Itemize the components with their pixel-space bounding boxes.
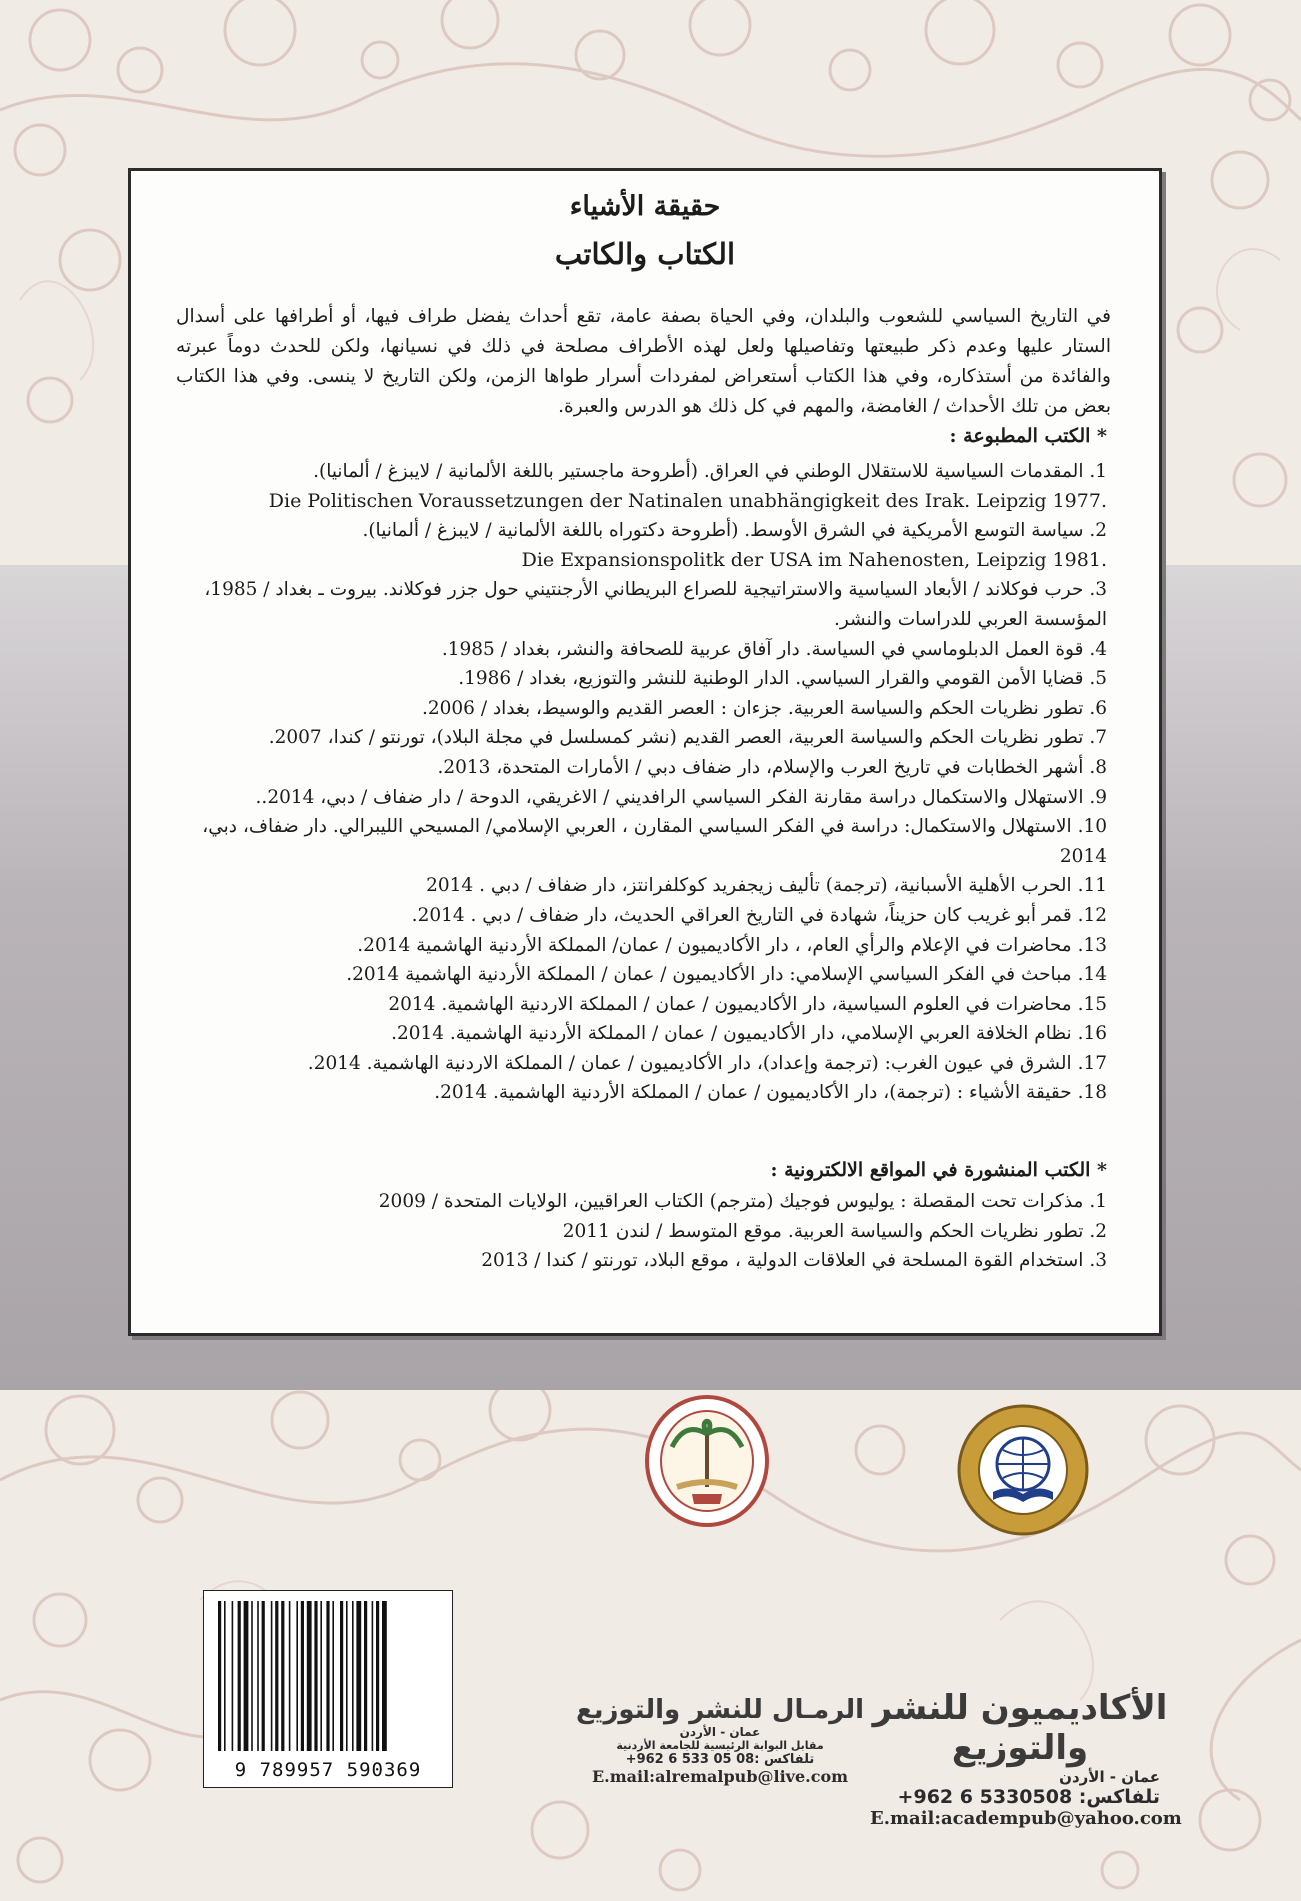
alremal-logo-icon (642, 1392, 772, 1530)
list-item-text: 14. مباحث في الفكر السياسي الإسلامي: دار الأكاديميون / عمان / المملكة الأردنية الهاشمية 2014. (346, 964, 1107, 986)
publisher-email: E.mail:academpub@yahoo.com (870, 1808, 1182, 1829)
publisher-city: عمان - الأردن (679, 1725, 761, 1739)
list-item (176, 871, 1107, 901)
list-item (176, 723, 1107, 753)
list-item (176, 901, 1107, 931)
list-item (176, 931, 1107, 961)
list-item-text: 11. الحرب الأهلية الأسبانية، (ترجمة) تأليف زيجفريد كوكلفرانتز، دار ضفاف / دبي . 2014 (426, 875, 1107, 897)
barcode-bar (257, 1601, 259, 1751)
list-item-text: 1. مذكرات تحت المقصلة : يوليوس فوجيك (مترجم) الكتاب العراقيين، الولايات المتحدة / 2009 (378, 1191, 1107, 1212)
publisher-alremal (575, 1695, 865, 1786)
list-item-text: 15. محاضرات في العلوم السياسية، دار الأكاديميون / عمان / المملكة الاردنية الهاشمية. 2014 (388, 993, 1107, 1015)
list-item-text: 17. الشرق في عيون الغرب: (ترجمة وإعداد)، دار الأكاديميون / عمان / المملكة الاردنية الهاشمية. 2014. (307, 1052, 1107, 1074)
barcode-bar (364, 1601, 367, 1751)
academic-logo-icon (955, 1402, 1091, 1538)
barcode-bar (314, 1601, 317, 1751)
list-item (176, 575, 1107, 634)
barcode-bar (346, 1601, 348, 1751)
list-item (176, 1187, 1107, 1217)
list-item (176, 1246, 1107, 1276)
list-item (176, 812, 1107, 871)
publisher-address: مقابل البوابة الرئيسية للجامعة الأردنية (616, 1739, 824, 1752)
barcode-bar (352, 1601, 354, 1751)
list-item-text: 4. قوة العمل الدبلوماسي في السياسة. دار آفاق عربية للصحافة والنشر، بغداد / 1985. (441, 638, 1107, 660)
barcode-bar (320, 1601, 322, 1751)
online-books-list (176, 1187, 1107, 1276)
list-item (176, 1078, 1107, 1108)
list-item-text: 13. محاضرات في الإعلام والرأي العام، ، دار الأكاديميون / عمان/ المملكة الأردنية الهاشمية 2014. (357, 934, 1107, 956)
list-item (176, 1019, 1107, 1049)
online-books-heading: * الكتب المنشورة في المواقع الالكترونية : (770, 1159, 1107, 1181)
list-item (176, 457, 1107, 516)
list-item-text: 5. قضايا الأمن القومي والقرار السياسي. الدار الوطنية للنشر والتوزيع، بغداد / 1986. (458, 668, 1107, 690)
barcode-bar (376, 1601, 379, 1751)
publisher-email: E.mail:alremalpub@live.com (591, 1767, 849, 1786)
list-item-text: 12. قمر أبو غريب كان حزيناً، شهادة في التاريخ العراقي الحديث، دار ضفاف / دبي . 2014. (411, 904, 1107, 926)
list-item-text: 10. الاستهلال والاستكمال: دراسة في الفكر السياسي المقارن ، العربي الإسلامي/ المسيحي الليبرالي. دار ضفاف، دبي، 2014 (202, 816, 1107, 867)
barcode-bar (251, 1601, 253, 1751)
barcode-bar (307, 1601, 312, 1751)
barcode-bar (340, 1601, 343, 1751)
list-item (176, 753, 1107, 783)
list-item-german-title: Die Expansionspolitk der USA im Nahenosten, Leipzig 1981. (521, 548, 1107, 571)
list-item-german-title: Die Politischen Voraussetzungen der Natinalen unabhängigkeit des Irak. Leipzig 1977. (268, 489, 1107, 512)
list-item-text: 2. سياسة التوسع الأمريكية في الشرق الأوسط. (أطروحة دكتوراه باللغة الألمانية / لايبزغ / ألمانيا). (362, 520, 1107, 542)
barcode-bar (356, 1601, 361, 1751)
list-item-text: 1. المقدمات السياسية للاستقلال الوطني في العراق. (أطروحة ماجستير باللغة الألمانية / لايبزغ / ألمانيا). (313, 461, 1107, 482)
printed-books-heading: * الكتب المطبوعة : (949, 425, 1107, 447)
barcode-bar (271, 1601, 273, 1751)
barcode-bar (275, 1601, 278, 1751)
barcode-bar (224, 1601, 226, 1751)
list-item (176, 990, 1107, 1020)
barcode-bar (218, 1601, 221, 1751)
barcode-bar (289, 1601, 291, 1751)
barcode-bar (262, 1601, 265, 1751)
isbn-number: 9 789957 590369 (234, 1759, 422, 1781)
list-item (176, 694, 1107, 724)
list-item (176, 664, 1107, 694)
publisher-city: عمان - الأردن (1059, 1768, 1160, 1786)
publisher-academic (870, 1688, 1182, 1829)
list-item-text: 7. تطور نظريات الحكم والسياسة العربية، العصر القديم (نشر كمسلسل في مجلة البلاد)، تورنتو / كندا، 2007. (268, 727, 1107, 749)
list-item (176, 960, 1107, 990)
barcode-bar (244, 1601, 249, 1751)
list-item (176, 635, 1107, 665)
list-item-text: 3. حرب فوكلاند / الأبعاد السياسية والاستراتيجية للصراع البريطاني الأرجنتيني حول جزر فوكلاند. بيروت ـ بغداد / 1985، المؤسسة العربي للدراسات والنشر. (204, 579, 1107, 630)
barcode-bars-icon (218, 1601, 438, 1751)
list-item-text: 16. نظام الخلافة العربي الإسلامي، دار الأكاديميون / عمان / المملكة الأردنية الهاشمية. 2014. (391, 1023, 1107, 1045)
publisher-name: الرمـال للنشر والتوزيع (575, 1695, 865, 1725)
intro-paragraph: في التاريخ السياسي للشعوب والبلدان، وفي الحياة بصفة عامة، تقع أحداث يفضل طراف فيها، أو أطرافها على أسدال الستار عليها وعدم ذكر طبيعتها وتفاصيلها ولعل لهذه الأطراف مصلحة في ذلك في نسيانها، ولكن للحدث دوماً عبرته والفائدة من أستذكاره، وفي هذا الكتاب أستعراض لمفردات أسرار طواها الزمن، ولكن التاريخ لا ينسى. وفي هذا الكتاب بعض من تلك الأحداث / الغامضة، والمهم في كل ذلك هو الدرس والعبرة. (176, 305, 1111, 417)
barcode-bar (238, 1601, 241, 1751)
barcode-bar (281, 1601, 284, 1751)
list-item-text: 18. حقيقة الأشياء : (ترجمة)، دار الأكاديميون / عمان / المملكة الأردنية الهاشمية. 2014. (434, 1082, 1107, 1104)
barcode-bar (296, 1601, 298, 1751)
barcode-bar (382, 1601, 387, 1751)
list-item (176, 516, 1107, 575)
barcode-bar (332, 1601, 334, 1751)
list-item (176, 1217, 1107, 1247)
back-cover-text-panel (128, 168, 1162, 1336)
publisher-telfax: تلفاكس: 5330508 6 962+ (897, 1786, 1160, 1808)
list-item-text: 8. أشهر الخطابات في تاريخ العرب والإسلام، دار ضفاف دبي / الأمارات المتحدة، 2013. (437, 756, 1107, 778)
list-item (176, 783, 1107, 813)
publisher-name: الأكاديميون للنشر والتوزيع (872, 1688, 1168, 1768)
list-item-text: 6. تطور نظريات الحكم والسياسة العربية. جزءان : العصر القديم والوسيط، بغداد / 2006. (421, 697, 1107, 719)
book-subtitle: الكتاب والكاتب (554, 237, 736, 271)
book-title: حقيقة الأشياء (569, 191, 721, 222)
barcode-bar (232, 1601, 234, 1751)
barcode-bar (326, 1601, 329, 1751)
printed-books-list (176, 457, 1107, 1108)
list-item-text: 3. استخدام القوة المسلحة في العلاقات الدولية ، موقع البلاد، تورنتو / كندا / 2013 (481, 1250, 1107, 1272)
list-item-text: 9. الاستهلال والاستكمال دراسة مقارنة الفكر السياسي الرافديني / الاغريقي، الدوحة / دار ضفاف / دبي، 2014.. (255, 786, 1107, 808)
list-item (176, 1049, 1107, 1079)
isbn-barcode (203, 1590, 453, 1788)
barcode-bar (372, 1601, 374, 1751)
barcode-bar (301, 1601, 304, 1751)
publisher-telfax: تلفاكس :08 05 533 6 962+ (625, 1752, 815, 1767)
list-item-text: 2. تطور نظريات الحكم والسياسة العربية. موقع المتوسط / لندن 2011 (562, 1220, 1107, 1242)
